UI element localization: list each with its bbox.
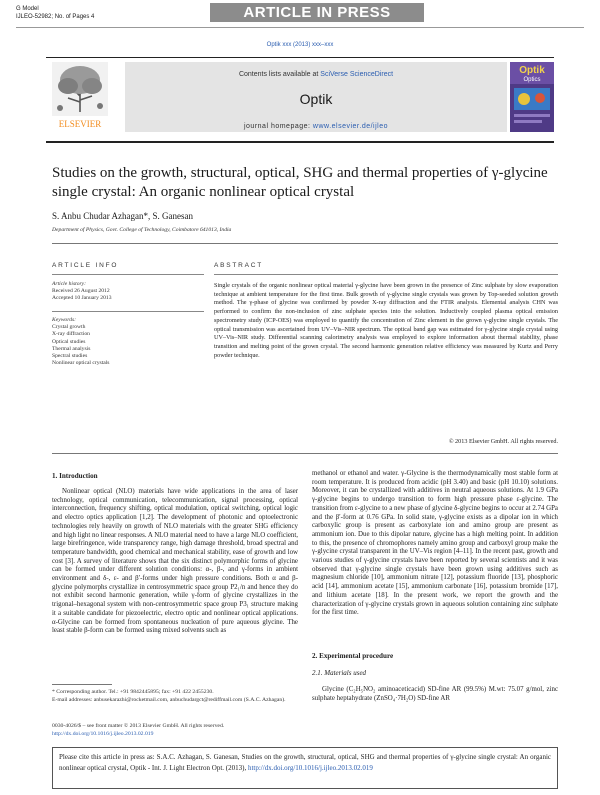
keyword-item: Nonlinear optical crystals — [52, 360, 110, 367]
header-top-rule — [46, 57, 554, 58]
introduction-left-column: Nonlinear optical (NLO) materials have wide applications in the area of laser technology, optical communication, telecommunication, signal processing, optical interconnection, frequency shifting, optical modulation, optical switching, optical logic and electro optics application [1,2]. The development of photonic and optoelectronic technologies rely heavily on growth of NLO materials with the greater SHG efficiency and high light no linear responses. A NLO material need to have a large NLO coefficient, large birefringence, wide transparency range, high damage threshold, broad spectral and temperature bandwidth, good chemical and mechanical stability, ease of growth and low cost [3]. A survey of literature shows that the six distinct polymorphic forms of glycine can be formed under different solution conditions: α-, β-, and γ-forms in ambient environment and δ-, ε- and β′-forms under high pressure conditions. Both α and β-glycine polymorphs crystallize in centrosymmetric space group P2₁/n and hence they do not exhibit second harmonic generation, while γ-form of glycine crystallizes in the trigonal–hexagonal system with non-centrosymmetric space group P3₁ structure making it a suitable candidate for piezoelectric, electro optic and nonlinear optical applications. α-Glycine can be formed from spontaneous nucleation of pure aqueous glycine. The least stable β-form can be formed using mixed solvents such as — [52, 488, 299, 635]
keyword-item: Crystal growth — [52, 324, 86, 331]
article-id: IJLEO-52982; No. of Pages 4 — [16, 14, 95, 20]
issn-line: 0030-4026/$ – see front matter © 2013 Elsevier GmbH. All rights reserved. — [52, 723, 225, 729]
issn-block — [52, 723, 302, 738]
citation-text: Please cite this article in press as: S.A.C. Azhagan, S. Ganesan, Studies on the growth, structural, optical, SHG and thermal properties of γ-glycine single crystal: An organic nonlinear optical crystal, Optik - Int. J. Light Electron Opt. (2013), — [59, 753, 551, 772]
affiliation-divider — [52, 243, 558, 244]
article-info-heading: ARTICLE INFO — [52, 262, 119, 269]
introduction-right-column: methanol or ethanol and water. γ-Glycine is the thermodynamically most stable form at room temperature. It is produced from acidic (pH 3.40) and basic (pH 10.10) solutions. Moreover, it can be crystallized with additives in neutral aqueous solutions. At 1.9 GPa γ-glycine begins to undergo transition to form high pressure phase ε-glycine. The transition from ε-glycine to a new phase of glycine δ-glycine begins to occur at 2.74 GPa and the β′-form at 0.76 GPa. In solid state, γ-glycine exists as a dipolar ion in which carboxylic group is present as carboxylate ion and amino group are present as ammonium ion. Due to this dipolar nature, glycine has a high melting point. In addition to this, the presence of chromophores namely amino group and carboxyl group make the γ-glycine crystal transparent in the UV–Vis region [4–11]. In the recent past, growth and various studies of γ-glycine crystals have been reported by several scientists and it was observed that γ-glycine single crystals have been grown using additives such as magnesium chloride [10], ammonium nitrate [12], potassium fluoride [13], phosphoric acid [14], ammonium acetate [15], ammonium carbonate [16], potassium bromide [17], and lithium acetate [18]. In the present work, we report the growth and the characterization of γ-glycine crystals grown in aqueous solution containing zinc sulphate for the first time. — [312, 470, 558, 617]
author-emails: E-mail addresses: anbusekarazhi@rocketmail.com, anbuchudargct@rediffmail.com (S.A.C. Azhagan). — [52, 696, 286, 703]
keyword-item: Spectral studies — [52, 353, 88, 360]
keyword-item: Thermal analysis — [52, 345, 91, 352]
keywords-rule — [52, 311, 204, 312]
elsevier-tree-logo — [48, 60, 112, 130]
journal-name: Optik — [299, 91, 333, 107]
introduction-heading: 1. Introduction — [52, 472, 98, 480]
journal-reference[interactable]: Optik xxx (2013) xxx–xxx — [266, 42, 334, 48]
header-bottom-rule — [46, 141, 554, 143]
journal-homepage — [125, 123, 507, 130]
journal-cover-thumbnail — [510, 62, 554, 132]
cover-title: Optik — [519, 65, 545, 76]
article-history — [52, 281, 204, 303]
keywords-block — [52, 317, 204, 367]
contents-prefix: Contents lists available at — [238, 71, 321, 78]
citation-box — [52, 747, 558, 789]
homepage-link[interactable]: www.elsevier.de/ijleo — [312, 123, 389, 130]
history-label: Article history: — [52, 281, 87, 287]
citation-doi-link[interactable]: http://dx.doi.org/10.1016/j.ijleo.2013.02.019 — [247, 763, 373, 772]
sciencedirect-link[interactable]: SciVerse ScienceDirect — [320, 71, 394, 78]
materials-subheading: 2.1. Materials used — [312, 669, 367, 677]
banner-divider — [16, 27, 584, 28]
abstract-divider — [52, 453, 558, 454]
contents-availability — [125, 71, 507, 78]
abstract-text: Single crystals of the organic nonlinear optical material γ-glycine have been grown in the presence of Zinc sulphate by slow evaporation technique at ambient temperature for the first time. Bulk growth of γ-glycine single crystals was grown by Top-seeded solution growth method. The γ-phase of glycine was confirmed by powder X-ray diffraction and the FTIR analysis. Elemental analysis CHN was performed to confirm the non-inclusion of zinc sulphate species into the solution. Inductively coupled plasma optical emission spectrometry study (ICP-OES) was employed to quantify the concentration of Zinc element in the grown γ-glycine single crystals. The optical transmission was ascertained from UV–Vis–NIR spectrum. The optical band gap was estimated for γ-glycine single crystal using UV–Vis–NIR study. Differential scanning calorimetry analysis was employed to explore information about thermal stability, phase transition and melting point of the grown crystal. The second harmonic generation relative efficiency was measured by Kurtz and Perry powder technique. — [214, 282, 558, 359]
footnote — [52, 689, 302, 704]
keyword-item: Optical studies — [52, 338, 86, 345]
corresponding-author: * Corresponding author. Tel.: +91 9842445895; fax: +91 422 2455230. — [52, 689, 214, 695]
article-meta — [16, 5, 94, 21]
keyword-item: X-ray diffraction — [52, 331, 90, 338]
model-label: G Model — [16, 6, 39, 12]
doi-link[interactable]: http://dx.doi.org/10.1016/j.ijleo.2013.02.019 — [52, 730, 154, 737]
article-in-press-banner: ARTICLE IN PRESS — [210, 3, 424, 22]
abstract-rule — [214, 274, 558, 275]
homepage-prefix: journal homepage: — [243, 123, 313, 130]
article-info-rule — [52, 274, 204, 275]
experimental-heading: 2. Experimental procedure — [312, 652, 394, 660]
received-date: Received 26 August 2012 — [52, 288, 110, 295]
author-affiliation: Department of Physics, Govt. College of Technology, Coimbatore 641013, India — [52, 227, 232, 233]
cover-subtitle: Optics — [523, 77, 541, 83]
author-list: S. Anbu Chudar Azhagan*, S. Ganesan — [52, 211, 193, 221]
copyright-notice: © 2013 Elsevier GmbH. All rights reserved. — [448, 438, 558, 445]
article-title: Studies on the growth, structural, optical, SHG and thermal properties of γ-glycine single crystal: An organic nonlinear optical crystal — [52, 165, 548, 200]
accepted-date: Accepted 10 January 2013 — [52, 295, 112, 302]
publisher-name: ELSEVIER — [58, 119, 102, 129]
keywords-label: Keywords: — [52, 317, 77, 323]
materials-text: Glycine (C₂H₅NO₂ aminoaceticacid) SD-fine AR (99.5%) M.wt: 75.07 g/mol, zinc sulphate heptahydrate (ZnSO₄·7H₂O) SD-fine AR — [312, 686, 558, 702]
footnote-rule — [52, 684, 112, 685]
abstract-heading: ABSTRACT — [214, 262, 264, 269]
